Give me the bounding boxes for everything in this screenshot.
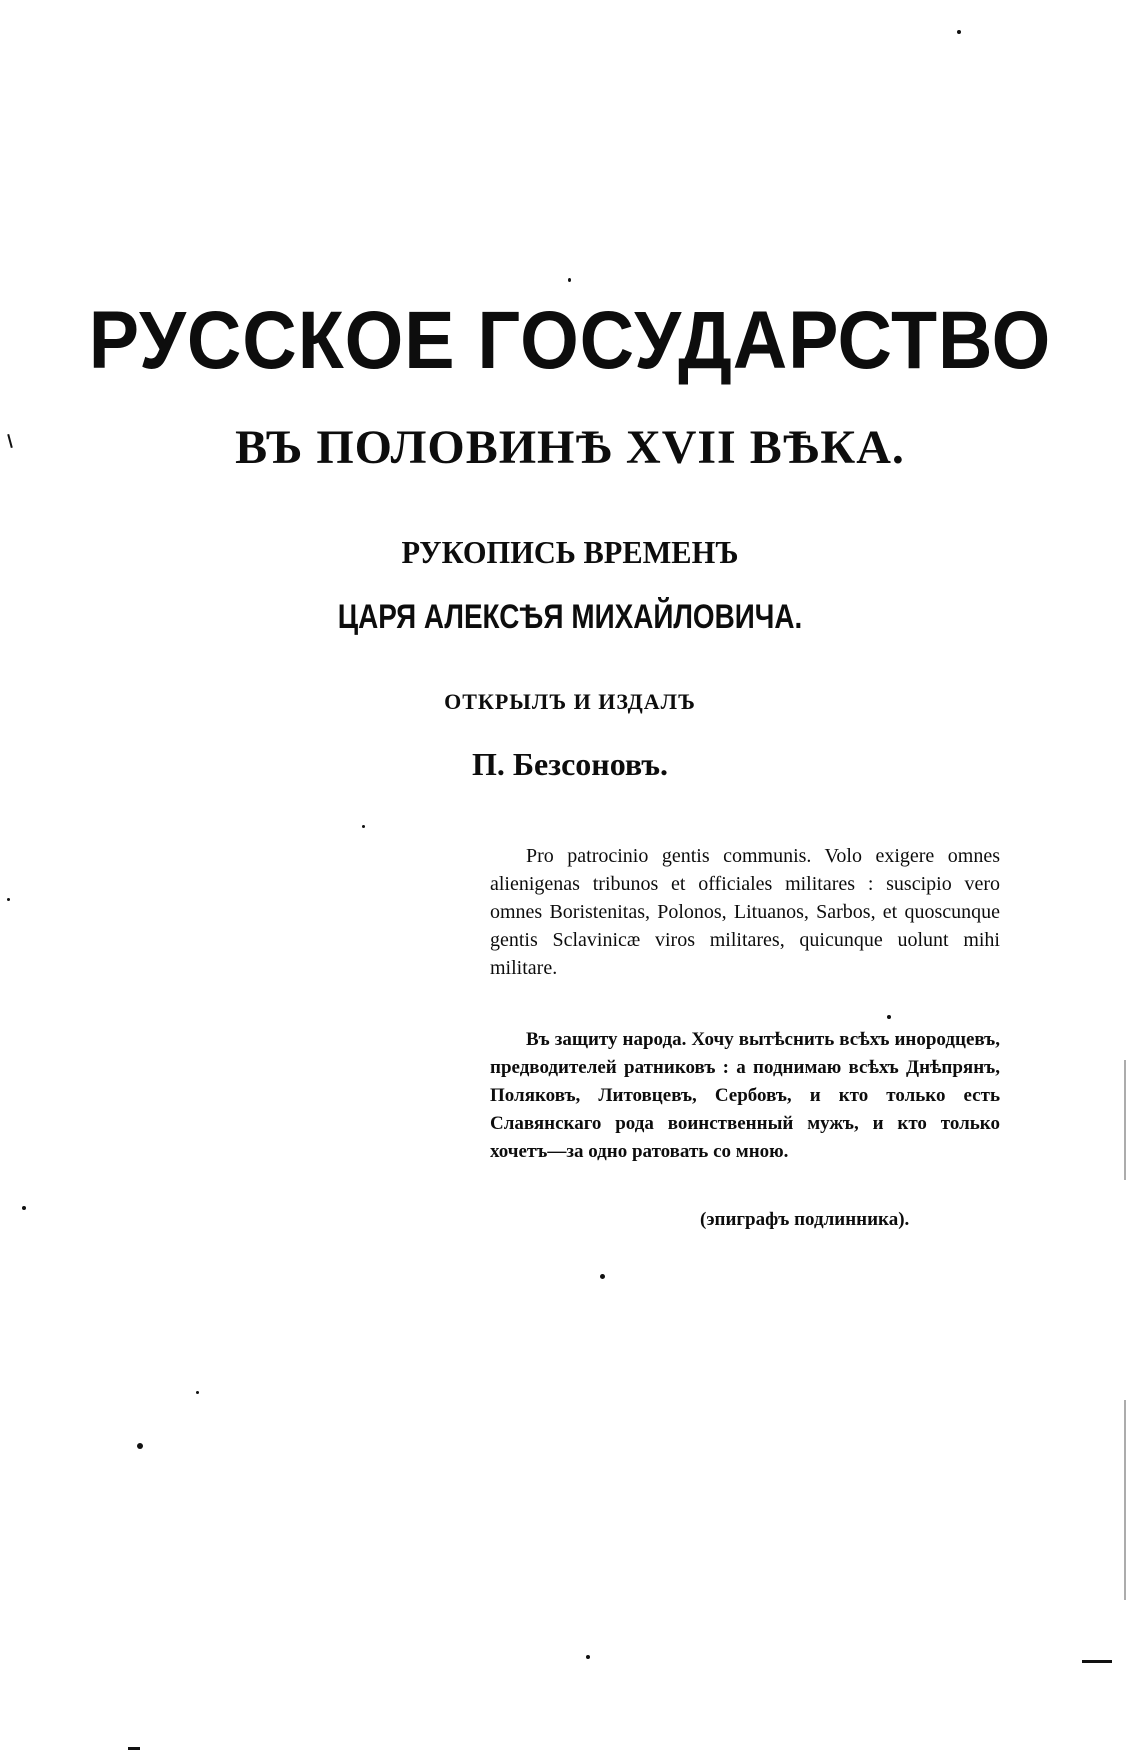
scan-speck [887, 1015, 891, 1019]
epigraph-latin-text: Pro patrocinio gentis communis. Volo exigere omnes alienigenas tribunos et officiales militares : suscipio vero omnes Boristenitas, Polonos, Lituanos, Sarbos, et quoscunque gentis Sclavinicæ viros militares, quicunque uolunt mihi militare. [490, 845, 1000, 979]
scan-speck [362, 825, 365, 828]
scan-speck [22, 1206, 26, 1210]
scan-speck [7, 898, 10, 901]
author-name: П. Безсоновъ. [471, 746, 669, 782]
scan-speck [600, 1274, 605, 1279]
epigraph-russian [490, 1026, 1000, 1166]
publication-label: ОТКРЫЛЪ И ИЗДАЛЪ [444, 689, 696, 714]
book-subtitle: ВЪ ПОЛОВИНѢ XVII ВѢКА. [235, 421, 905, 474]
scan-mark [1082, 1660, 1112, 1663]
epigraph-source-note: (эпиграфъ подлинника). [700, 1209, 910, 1230]
manuscript-line-2: ЦАРЯ АЛЕКСѢЯ МИХАЙЛОВИЧА. [337, 598, 803, 636]
scan-speck [137, 1443, 143, 1449]
epigraph-latin [490, 842, 1000, 982]
scan-speck [586, 1655, 590, 1659]
scan-mark [1124, 1400, 1126, 1600]
manuscript-line-1: РУКОПИСЬ ВРЕМЕНЪ [401, 534, 739, 570]
book-title: РУССКОЕ ГОСУДАРСТВО [88, 295, 1052, 386]
scan-mark [128, 1747, 140, 1750]
scan-speck [568, 278, 571, 282]
scan-speck [957, 30, 961, 34]
epigraph-russian-text: Въ защиту народа. Хочу вытѣснить всѣхъ инородцевъ, предводителей ратниковъ : а поднимаю всѣхъ Днѣпрянъ, Поляковъ, Литовцевъ, Сербовъ, и кто только есть Славянскаго рода воинственный мужъ, и кто только хочетъ—за одно ратовать со мною. [490, 1029, 1000, 1162]
scan-speck [196, 1391, 199, 1394]
scan-mark [1124, 1060, 1126, 1180]
